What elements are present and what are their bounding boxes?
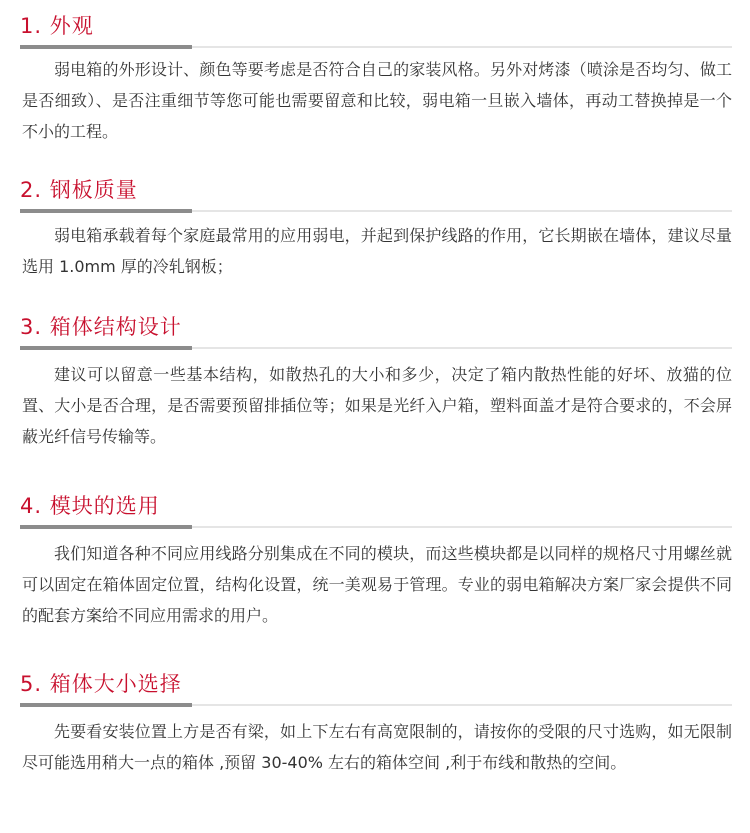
section-steel-quality [0, 174, 750, 284]
heading-rule [20, 210, 732, 212]
section-body: 弱电箱的外形设计、颜色等要考虑是否符合自己的家装风格。另外对烤漆（喷涂是否均匀、做工是否细致）、是否注重细节等您可能也需要留意和比较，弱电箱一旦嵌入墙体，再动工替换掉是一个不小的工程。 [22, 60, 732, 141]
section-box-size [0, 668, 750, 798]
section-appearance [0, 10, 750, 150]
section-body: 我们知道各种不同应用线路分别集成在不同的模块，而这些模块都是以同样的规格尺寸用螺丝就可以固定在箱体固定位置，结构化设置，统一美观易于管理。专业的弱电箱解决方案厂家会提供不同的配套方案给不同应用需求的用户。 [22, 544, 732, 625]
heading-rule [20, 526, 732, 528]
section-body: 弱电箱承载着每个家庭最常用的应用弱电，并起到保护线路的作用，它长期嵌在墙体，建议尽量选用 1.0mm 厚的冷轧钢板； [22, 226, 732, 276]
section-module-selection [0, 490, 750, 640]
heading-rule-accent [20, 45, 192, 49]
section-heading: 3. 箱体结构设计 [20, 315, 182, 339]
section-heading: 4. 模块的选用 [20, 494, 160, 518]
section-heading: 2. 钢板质量 [20, 178, 138, 202]
heading-rule-accent [20, 346, 192, 350]
section-heading: 5. 箱体大小选择 [20, 672, 182, 696]
heading-rule [20, 46, 732, 48]
heading-rule-accent [20, 703, 192, 707]
section-body: 建议可以留意一些基本结构，如散热孔的大小和多少，决定了箱内散热性能的好坏、放猫的位置、大小是否合理，是否需要预留排插位等；如果是光纤入户箱，塑料面盖才是符合要求的，不会屏蔽光纤信号传输等。 [22, 365, 732, 446]
heading-rule-accent [20, 525, 192, 529]
heading-rule [20, 704, 732, 706]
heading-rule-accent [20, 209, 192, 213]
section-body: 先要看安装位置上方是否有梁，如上下左右有高宽限制的，请按你的受限的尺寸选购，如无限制尽可能选用稍大一点的箱体 ,预留 30-40% 左右的箱体空间 ,利于布线和散热的空间。 [22, 722, 732, 772]
section-heading: 1. 外观 [20, 14, 94, 38]
heading-rule [20, 347, 732, 349]
section-structure-design [0, 311, 750, 461]
